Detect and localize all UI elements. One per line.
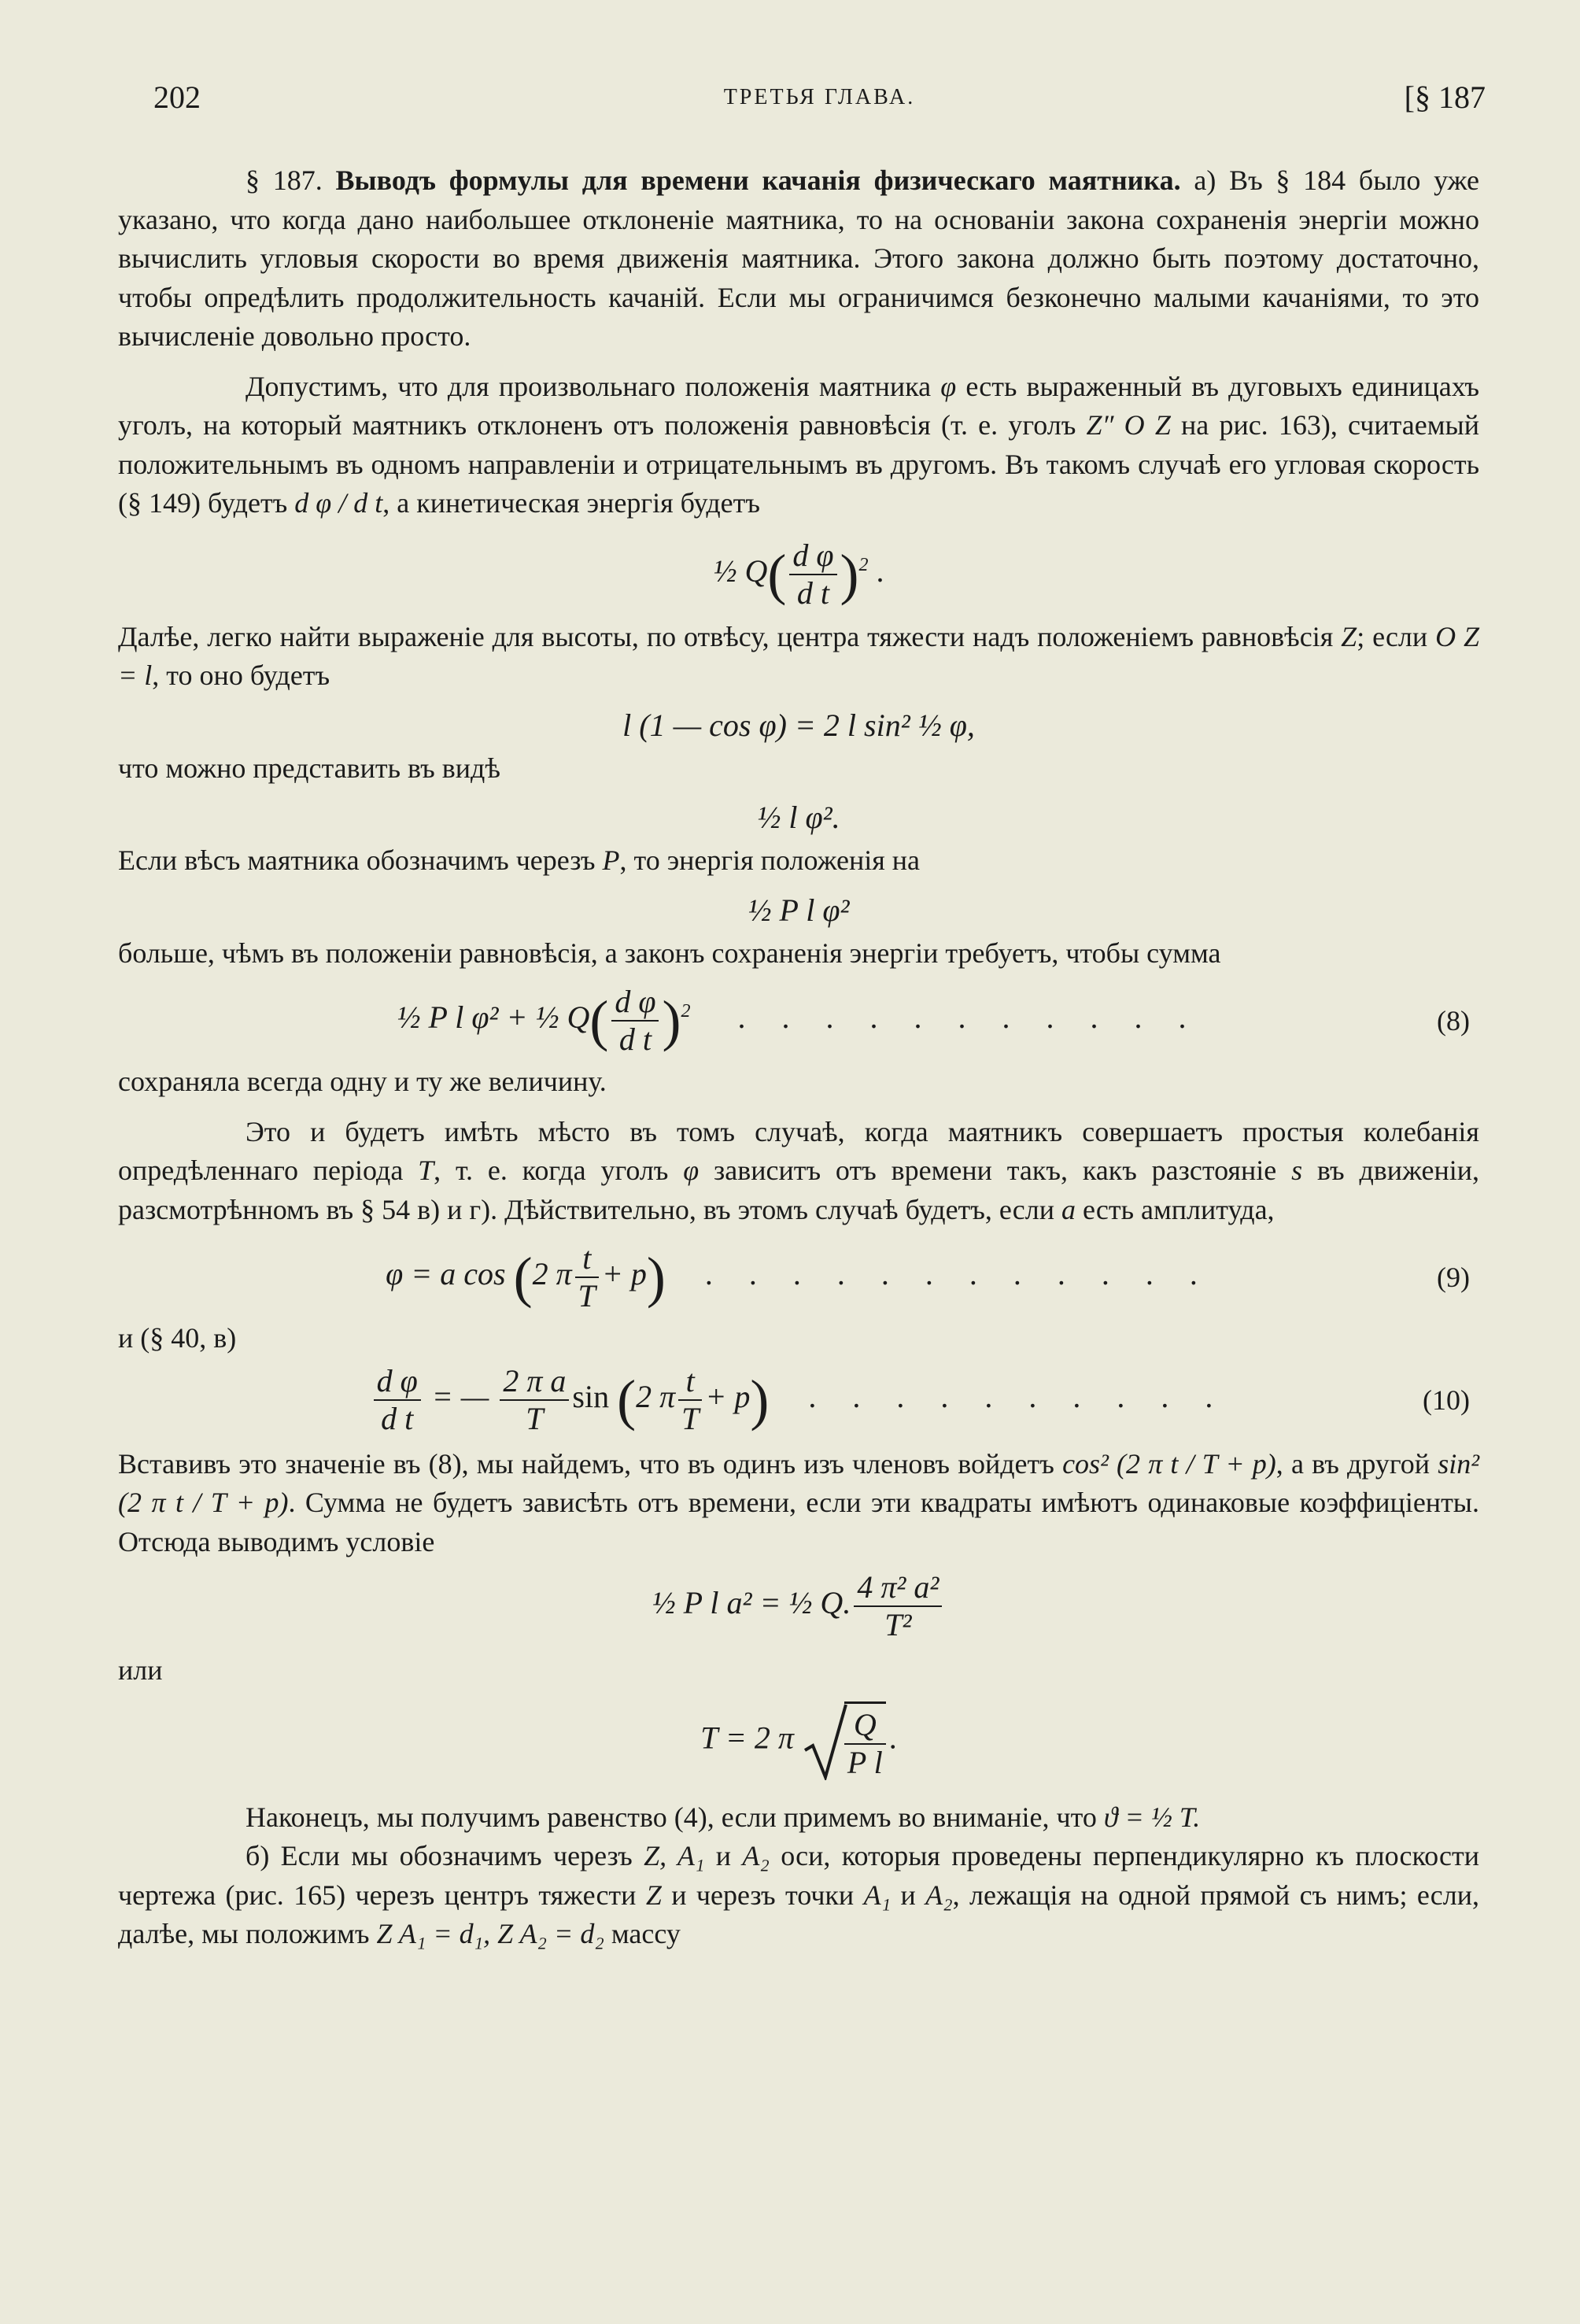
section-title: Выводъ формулы для времени качанія физическаго маятника. [335, 164, 1181, 196]
equation-potential-energy: ½ P l φ² [748, 892, 850, 928]
equation-height: l (1 — cos φ) = 2 l sin² ½ φ, [622, 707, 975, 743]
paragraph-form: что можно представить въ видѣ [118, 752, 500, 784]
equation-kinetic-energy: ½ Q( $\frac{\text{d φ}}{\text{d t}}$ )$^2$ . [713, 537, 884, 611]
equation-period: T = 2 π $\frac{Q}{\text{P l}}$ . [118, 1701, 1479, 1781]
paragraph-or: или [118, 1654, 163, 1686]
chapter-title: ТРЕТЬЯ ГЛАВА. [723, 85, 916, 109]
equation-9: φ = a cos (2 π $\frac{t}{T}$ + p) . . . . . . . . . . . . (9) [386, 1240, 1470, 1313]
page-number: 202 [153, 79, 201, 115]
paragraph-height: Далѣе, легко найти выраженіе для высоты, по отвѣсу, центра тяжести надъ положеніемъ равновѣсія Z; если O Z = l, то оно будетъ [118, 620, 1479, 691]
paragraph-substitution: Вставивъ это значеніе въ (8), мы найдемъ, что въ одинъ изъ членовъ войдетъ cos² (2 π t / T + p), а въ другой sin² (2 π t / T + p). Сумма не будетъ зависѣть отъ времени, если эти квадраты имѣютъ одинаковые коэффиціенты. Отсюда выводимъ условіе [118, 1447, 1479, 1557]
equation-approximation: ½ l φ². [757, 800, 840, 835]
paragraph-part-b: б) Если мы обозначимъ черезъ Z, A₁ и A₂ оси, которыя проведены перпендикулярно къ плоскости чертежа (рис. 165) черезъ центръ тяжести Z и черезъ точки A₁ и A₂, лежащія на одной прямой съ нимъ; если, далѣе, мы положимъ Z A₁ = d₁, Z A₂ = d₂ массу [118, 1840, 1480, 1949]
paragraph-weight: Если вѣсъ маятника обозначимъ черезъ P, то энергія положенія на [118, 844, 921, 876]
paragraph-simple-oscillation: Это и будетъ имѣть мѣсто въ томъ случаѣ, когда маятникъ совершаетъ простыя колебанія опредѣленнаго періода T, т. е. когда уголъ φ зависитъ отъ времени такъ, какъ разстояніе s въ движеніи, разсмотрѣнномъ въ § 54 в) и г). Дѣйствительно, въ этомъ случаѣ будетъ, если a есть амплитуда, [118, 1115, 1479, 1225]
paragraph-constant: сохраняла всегда одну и ту же величину. [118, 1066, 607, 1097]
page-body [118, 161, 1479, 1954]
equation-8: ½ P l φ² + ½ Q( $\frac{\text{d φ}}{\text{d t}}$ )$^2$ . . . . . . . . . . . (8) [397, 984, 1470, 1057]
section-reference: [§ 187 [1404, 79, 1486, 115]
paragraph-reference: и (§ 40, в) [118, 1322, 237, 1354]
paragraph-angle-definition: Допустимъ, что для произвольнаго положенія маятника φ есть выраженный въ дуговыхъ единицахъ уголъ, на который маятникъ отклоненъ отъ положенія равновѣсія (т. е. уголъ Z″ O Z на рис. 163), считаемый положительнымъ въ одномъ направленіи и отрицательнымъ въ другомъ. Въ такомъ случаѣ его угловая скорость (§ 149) будетъ d φ / d t, а кинетическая энергія будетъ [118, 370, 1480, 519]
paragraph-conclusion: Наконецъ, мы получимъ равенство (4), если примемъ во вниманіе, что ϑ = ½ T. [245, 1801, 1201, 1833]
paragraph-section-intro: § 187. Выводъ формулы для времени качанія физическаго маятника. a) Въ § 184 было уже указано, что когда дано наибольшее отклоненіе маятника, то на основаніи закона сохраненія энергіи можно вычислить угловыя скорости во время движенія маятника. Этого закона должно быть поэтому достаточно, чтобы опредѣлить продолжительность качаній. Если мы ограничимся безконечно малыми качаніями, то это вычисленіе довольно просто. [118, 164, 1480, 352]
equation-number-9: (9) [1437, 1262, 1470, 1293]
paragraph-conservation: больше, чѣмъ въ положеніи равновѣсія, а законъ сохраненія энергіи требуетъ, чтобы сумма [118, 937, 1221, 969]
equation-number-10: (10) [1423, 1384, 1470, 1416]
section-number: § 187. [245, 164, 323, 196]
equation-10: $\frac{\text{d φ}}{\text{d t}}$ = — $\frac{\text{2 π a}}{T}$ sin (2 π $\frac{t}{T}$ + p) . . . . . . . . . . (10) [118, 1363, 1479, 1437]
square-root-sign [802, 1701, 849, 1780]
equation-number-8: (8) [1437, 1005, 1470, 1036]
equation-condition: ½ P l a² = ½ Q. $\frac{\text{4 π² a²}}{\text{T²}}$ [118, 1569, 1479, 1643]
page-header [153, 79, 1486, 126]
